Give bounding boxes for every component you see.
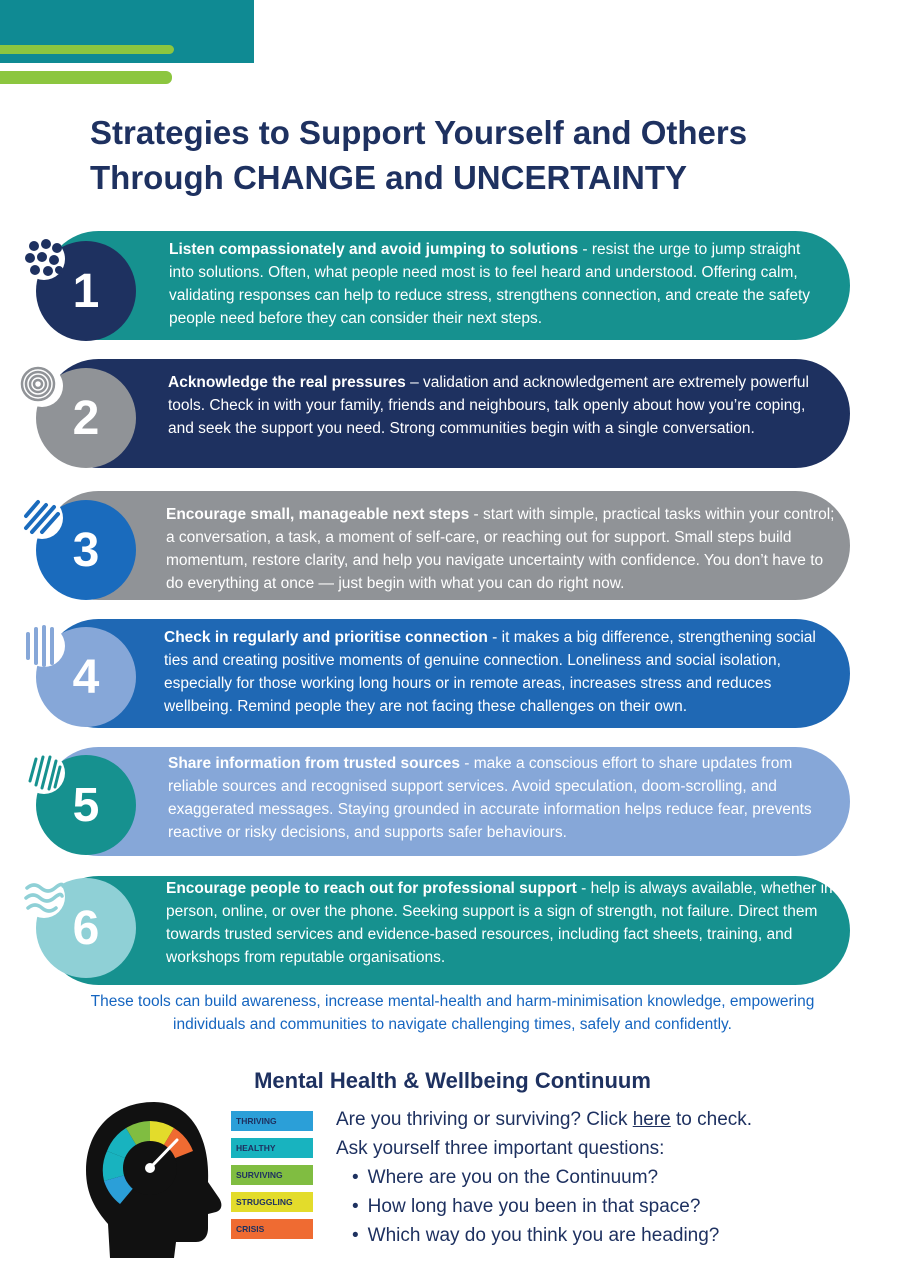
continuum-check-link[interactable]: here	[632, 1109, 671, 1130]
strategy-number-circle-1: 1	[36, 241, 136, 341]
strategy-text-5: Share information from trusted sources - make a conscious effort to share updates from reliable sources and recognised support services. Avoid speculation, doom-scrolling, and exaggerated messages. Staying grounded in accurate information helps reduce fear, prevents reactive or risky decisions, and supports safer behaviours.	[168, 755, 812, 841]
questions-intro: Ask yourself three important questions:	[336, 1138, 665, 1159]
page-title: Strategies to Support Yourself and Others Through CHANGE and UNCERTAINTY	[90, 114, 748, 196]
strategy-text-4: Check in regularly and prioritise connection - it makes a big difference, strengthening social ties and creating positive moments of genuine connection. Loneliness and social isolation, especially for those working long hours or in remote areas, increases stress and reduces wellbeing. Remind people they are not facing these challenges on their own.	[164, 629, 816, 715]
strategy-text-1: Listen compassionately and avoid jumping to solutions - resist the urge to jump straight into solutions. Often, what people need most is to feel heard and understood. Offering calm, validating responses can help to reduce stress, strengthens connection, and create the safety people need before they can consider their next steps.	[169, 241, 811, 327]
question-item: • Which way do you think you are heading?	[352, 1221, 719, 1250]
strategy-text-6: Encourage people to reach out for professional support - help is always available, whether in person, online, or over the phone. Seeking support is a sign of strength, not failure. Direct them towards trusted services and evidence-based resources, including fact sheets, training, and workshops from reputable organisations.	[166, 880, 833, 966]
wave-pattern-icon	[22, 875, 66, 919]
strategy-number-circle-5: 5	[36, 755, 136, 855]
header-stripe	[0, 45, 174, 54]
continuum-level-surviving: SURVIVING	[231, 1165, 313, 1185]
continuum-level-thriving: THRIVING	[231, 1111, 313, 1131]
strategy-number-circle-2: 2	[36, 368, 136, 468]
continuum-level-crisis: CRISIS	[231, 1219, 313, 1239]
strategy-number-circle-4: 4	[36, 627, 136, 727]
question-item: • Where are you on the Continuum?	[352, 1163, 719, 1192]
strategy-number-circle-3: 3	[36, 500, 136, 600]
vertical-stripes-pattern-icon	[22, 624, 66, 668]
continuum-title: Mental Health & Wellbeing Continuum	[254, 1068, 651, 1093]
strategy-text-3: Encourage small, manageable next steps - start with simple, practical tasks within your control; a conversation, a task, a moment of self-care, or reaching out for support. Small steps build momentum, restore clarity, and help you navigate uncertainty with confidence. You don’t have to do everything at once — just begin with what you can do right now.	[166, 506, 835, 592]
strategy-text-2: Acknowledge the real pressures – validation and acknowledgement are extremely powerful tools. Check in with your family, friends and neighbours, talk openly about how you’re coping, and seek the support you need. Strong communities begin with a single conversation.	[168, 374, 809, 437]
continuum-prompt: Are you thriving or surviving? Click here to check.	[336, 1109, 753, 1130]
head-gauge-icon	[82, 1100, 232, 1260]
summary-text: These tools can build awareness, increase mental-health and harm-minimisation knowledge, empowering individuals and communities to navigate challenging times, safely and confidently.	[90, 993, 815, 1033]
diagonal-stripes-pattern-icon	[20, 496, 64, 540]
continuum-level-struggling: STRUGGLING	[231, 1192, 313, 1212]
diagonal-lines-pattern-icon	[22, 751, 66, 795]
fingerprint-pattern-icon	[20, 364, 64, 408]
questions-list	[352, 1163, 719, 1250]
continuum-level-healthy: HEALTHY	[231, 1138, 313, 1158]
strategy-number-circle-6: 6	[36, 878, 136, 978]
question-item: • How long have you been in that space?	[352, 1192, 719, 1221]
pebbles-pattern-icon	[22, 237, 66, 281]
header-stripe	[0, 71, 172, 84]
